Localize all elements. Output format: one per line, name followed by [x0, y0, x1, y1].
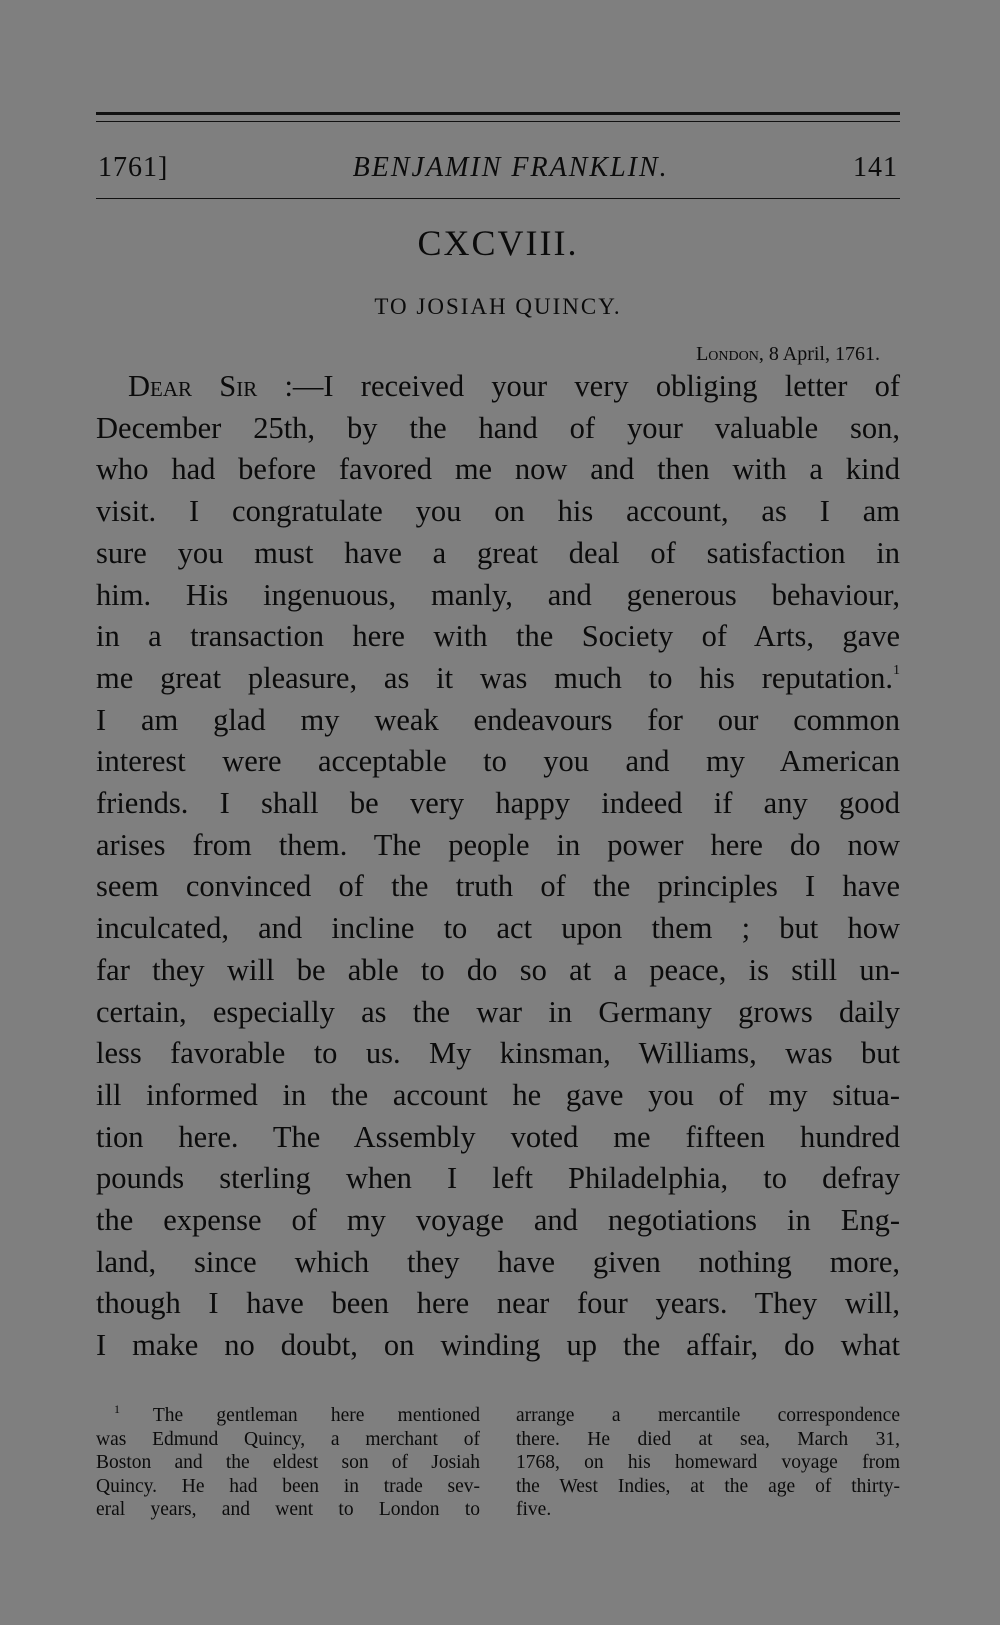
page-number: 141	[853, 152, 898, 183]
body-line: tion here. The Assembly voted me fifteen hundred	[96, 1119, 900, 1154]
footnote-line: $^1$ The gentleman here mentioned	[114, 1402, 480, 1426]
book-page	[96, 112, 900, 1367]
body-line: in a transaction here with the Society of Arts, gave	[96, 619, 900, 654]
footnote-line: there. He died at sea, March 31,	[516, 1428, 900, 1450]
body-line: certain, especially as the war in Germany grows daily	[96, 994, 900, 1029]
body-line: Dear Sir :—I received your very obliging letter of	[128, 369, 900, 403]
body-line: land, since which they have given nothing more,	[96, 1244, 900, 1279]
body-line: him. His ingenuous, manly, and generous behaviour,	[96, 577, 900, 612]
letter-recipient: TO JOSIAH QUINCY.	[374, 294, 622, 319]
letter-body	[96, 366, 900, 1367]
body-line: far they will be able to do so at a peace, is still un-	[96, 952, 900, 987]
footnote-line: five.	[516, 1499, 552, 1520]
footnote-column-right	[516, 1404, 900, 1522]
body-line: though I have been here near four years. They will,	[96, 1286, 900, 1321]
body-line: interest were acceptable to you and my American	[96, 744, 900, 779]
body-line: seem convinced of the truth of the principles I have	[96, 869, 900, 904]
body-line: the expense of my voyage and negotiations in Eng-	[96, 1203, 900, 1238]
body-line: less favorable to us. My kinsman, Williams, was but	[96, 1036, 900, 1071]
footnote-line: the West Indies, at the age of thirty-	[516, 1475, 900, 1497]
dateline-place: London	[696, 343, 759, 365]
body-line: ill informed in the account he gave you of my situa-	[96, 1077, 900, 1112]
body-line: inculcated, and incline to act upon them ; but how	[96, 911, 900, 946]
header-rule	[96, 198, 900, 199]
salutation: Dear Sir	[128, 369, 258, 403]
body-line: I make no doubt, on winding up the affair, do what	[96, 1328, 900, 1363]
footnote-column-left	[96, 1404, 480, 1522]
running-head	[96, 152, 900, 184]
body-line: visit. I congratulate you on his account, as I am	[96, 494, 900, 529]
body-line: I am glad my weak endeavours for our common	[96, 702, 900, 737]
footnote-line: arrange a mercantile correspondence	[516, 1405, 900, 1426]
header-double-rule	[96, 112, 900, 122]
body-line: friends. I shall be very happy indeed if any good	[96, 786, 900, 821]
footnote-line: Boston and the eldest son of Josiah	[96, 1452, 480, 1473]
letter-dateline	[96, 344, 880, 364]
footnote-line: eral years, and went to London to	[96, 1499, 480, 1520]
body-line: sure you must have a great deal of satisfaction in	[96, 535, 900, 570]
header-title: BENJAMIN FRANKLIN.	[352, 152, 669, 183]
footnote-line: 1768, on his homeward voyage from	[516, 1452, 900, 1473]
body-line: pounds sterling when I left Philadelphia, to defray	[96, 1161, 900, 1196]
dateline-date: , 8 April, 1761.	[758, 343, 880, 365]
body-line: arises from them. The people in power here do now	[96, 827, 900, 862]
body-line: December 25th, by the hand of your valuable son,	[96, 410, 900, 445]
footnote-marker: 1	[114, 1402, 120, 1416]
footnote-line: Quincy. He had been in trade sev-	[96, 1475, 480, 1497]
footnotes	[96, 1404, 900, 1522]
footnote-line: was Edmund Quincy, a merchant of	[96, 1428, 480, 1450]
header-year: 1761]	[98, 152, 169, 183]
footnote-reference: 1	[893, 662, 900, 678]
letter-number: CXCVIII.	[417, 223, 579, 263]
body-line: who had before favored me now and then with a kind	[96, 452, 900, 487]
body-line: me great pleasure, as it was much to his reputation.$^1$	[96, 660, 900, 695]
